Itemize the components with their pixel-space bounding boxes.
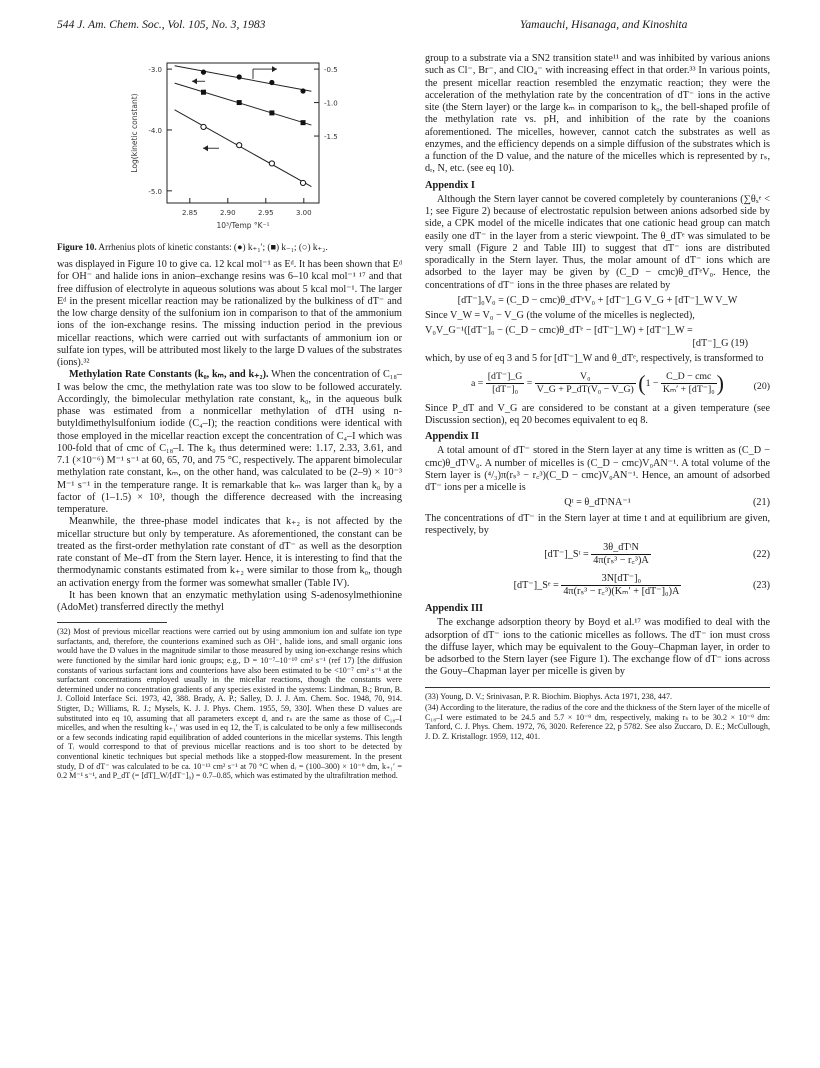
left-paragraph-2: When the concentration of C₁₈–I was below the cmc, the methylation rate was too slow to be followed accurately. Accordingly, the bimolecular methylation rate constant, k₀, in the aqueous bulk phase was estimated from a nonmicellar methylation of dTH using n-butyldimethylsulfonium iodide (C₄–I); the reaction conditions were identical with those employed in the micellar reaction except the concentration of C₄–I which was 100-fold that of cmc of C₁₈–I. The k₀ thus determined were: 1.17, 2.33, 3.61, and 7.1 (×10⁻⁶) M⁻¹ s⁻¹ at 60, 65, 70, and 75 °C, respectively. The apparent bimolecular methylation rate constant, kₘ, on the other hand, was calculated to be (2–9) × 10⁻³ M⁻¹ s⁻¹ in the temperature range. It is remarkable that kₘ was larger than k₀ by a factor of (1–1.5) × 10³, though the difference decreased with the increasing temperature. xyxy=(57,369,402,515)
appendix-3-paragraph: The exchange adsorption theory by Boyd et al.¹⁷ was modified to deal with the adsorption of dT⁻ ions to the cationic micelles as follows. The dT⁻ ion must cross the diffuse layer, which may be equivalent to the Gouy–Chapman layer, in order to be adsorbed to the Stern layer (see Figure 1). The exchange flow of dT⁻ ions across the Gouy–Chapman layer per micelle is given by xyxy=(425,617,770,678)
running-header-left: 544 J. Am. Chem. Soc., Vol. 105, No. 3, 1983 xyxy=(57,18,266,31)
figure-10 xyxy=(57,53,402,238)
appendix-3-title: Appendix III xyxy=(425,603,484,614)
eq19-line2: [dT⁻]_G xyxy=(692,337,729,349)
since-paragraph: Since V_W = V₀ − V_G (the volume of the micelles is neglected), xyxy=(425,310,695,321)
eq20-num3: C_D − cmc xyxy=(661,371,717,384)
y-tick-label-right: -0.5 xyxy=(324,66,338,75)
equation-20: a = $\frac{[dT^-]\_G}{\text{[dT⁻]₀}}$ = $\frac{\text{V₀}}{\text{V\_G + P\_dT(V₀ − V\_G)}}$ (1 − $\frac{\text{C\_D − cmc}}{\text{Kₘ′ + [dT⁻]₀}}$ ) (20) xyxy=(471,370,770,396)
footnote-32: (32) Most of previous micellar reactions were carried out by using ammonium ion and sulfate ion type surfactants, and, therefore, the counterions examined such as OH⁻, halide ions, and small organic ions would have the D values in the magnitude similar to those measured by using ion-exchange resins which were functioned by the similar hard ionic groups; e.g., D = 10⁻⁷–10⁻¹⁰ cm² s⁻¹ (ref 17) [the diffusion constants of various surfactant ions and counterions have also been estimated to be <10⁻⁷ cm² s⁻¹ at the surfactant concentrations employed usually in the micellar reactions, though the constants were determined under no concentration gradients of any species existed in the systems: Lindman, B.; Brun, B. J. Colloid Interface Sci. 1973, 42, 388. Brady, A. P.; Salley, D. J. J. Am. Chem. Soc. 1948, 70, 914. Stigter, D.; Williams, R. J.; Mysels, K. J. J. Phys. Chem. 1955, 59, 330]. When these D values are substituted into eq 10, assuming that all parameters except d, and rₛ are the same as those of C₁₈–I micelles, and when the resulting k₊₁′ was used in eq 12, the Tᵢ is calculated to be only a few milliseconds or a few seconds indicating rapid equilibration of added counterions in the micellar systems. This length of Tᵢ would correspond to that of previous micellar reactions and is too short to be detected by conventional kinetic techniques but special methods like a stopped-flow measurement. In the present study, D of dT⁻ was calculated to be ca. 10⁻¹³ cm² s⁻¹ at 70 °C when dᵣ = (100–300) × 10⁻⁹ dm, k₊₁′ = 0.2 M⁻¹ s⁻¹, and P_dT (= [dT]_W/[dT⁻]₀) = 0.7–0.85, which was estimated by the ultrafiltration method. xyxy=(57,627,402,781)
right-paragraph-1: group to a substrate via a SN2 transition state¹¹ and was inhibited by various anions such as Cl⁻, Br⁻, and ClO₄⁻ with increasing effect in that order.³³ In various points, the present micellar reaction resembled the enzymatic reaction; they were the acceleration of the methylation rate by the concentration of dT⁻ ions in the active site (the Stern layer) or the large kₘ in comparison to k₀, the bell-shaped profile of the methylation rate vs. pH, and inhibition of the rate by the coanions aforementioned. The micelles, however, cannot catch the substrates as well as enzymes, and the efficiency depends on a simple diffusion of the substrates which is a function of the D value, and the nature of the micelles which is represented by rₛ, dᵣ, N, etc. (see eq 10). xyxy=(425,53,770,175)
y-tick-label-left: -5.0 xyxy=(148,187,162,196)
eq20-den3: Kₘ′ + [dT⁻]₀ xyxy=(662,384,715,396)
caption-text: Arrhenius plots of kinetic constants: (●) k₊₁′; (■) k₋₁; (○) k₊₂. xyxy=(96,242,328,252)
appendix-1-paragraph: Although the Stern layer cannot be covered completely by counteranions (∑θₓᵉ < 1; see Figure 2) because of electrostatic repulsion between anions adsorbed side by side, a CPK model of the micelle indicates that one cationic head group can match easily one dT⁻ in the layer from a steric viewpoint. The θ_dTᵉ was simulated to be very small (Figure 2 and Table III) to suggest that dT⁻ ions are distributed sporadically in the Stern layer. Thus, the molar amount of dT⁻ ions which are adsorbed to the layer may be given by (C_D − cmc)θ_dTᵉV₀. Hence, the concentrations of dT⁻ ions in the three phases are related by xyxy=(425,193,770,291)
point-open-circle xyxy=(237,143,242,148)
fit-line-series-0 xyxy=(175,66,312,92)
x-axis-label: 10³/Temp °K⁻¹ xyxy=(216,221,270,230)
arrow-left-axis-2-head xyxy=(203,145,208,151)
point-filled-square xyxy=(269,110,274,115)
equation-23 xyxy=(425,573,770,599)
footnote-33: (33) Young, D. V.; Srinivasan, P. R. Biochim. Biophys. Acta 1971, 238, 447. xyxy=(425,691,673,701)
y-tick-label-left: -3.0 xyxy=(148,66,162,75)
eq20-den1: [dT⁻]₀ xyxy=(492,384,519,396)
eq23-num: 3N[dT⁻]₀ xyxy=(561,573,681,586)
appendix-2-paragraph: A total amount of dT⁻ stored in the Stern layer at any time is written as (C_D − cmc)θ_dTᵗV₀. A number of micelles is (C_D − cmc)V₀AN⁻¹. A total volume of the Stern layer is (⁴/₃)π(rₛ³ − r꜀³)(C_D − cmc)V₀AN⁻¹. Hence, an amount of adsorbed dT⁻ ions per a micelle is xyxy=(425,445,770,493)
eq22-number: (22) xyxy=(753,549,770,560)
point-filled-circle xyxy=(237,74,242,79)
fit-line-series-2 xyxy=(175,110,312,187)
eq23-lhs: [dT⁻]_Sᵉ = xyxy=(513,579,559,591)
x-tick-label: 3.00 xyxy=(296,209,312,217)
eq21-body: Qᵗ = θ_dTᵗNA⁻¹ xyxy=(564,497,631,509)
arrow-right-axis-head xyxy=(272,66,277,72)
eq22-den: 4π(rₛ³ − r꜀³)A xyxy=(593,555,649,567)
figure-caption xyxy=(57,242,402,253)
point-open-circle xyxy=(269,161,274,166)
eq20-den2: V_G + P_dT(V₀ − V_G) xyxy=(536,384,634,396)
caption-label: Figure 10. xyxy=(57,242,97,252)
arrow-left-axis-1-head xyxy=(192,78,197,84)
left-column xyxy=(57,53,402,783)
plot-frame xyxy=(167,63,319,203)
x-tick-label: 2.85 xyxy=(182,209,198,217)
eq22-lhs: [dT⁻]_Sᵗ = xyxy=(544,549,589,561)
eq20-num2: V₀ xyxy=(535,371,636,384)
equation-dt-balance: [dT⁻]₀V₀ = (C_D − cmc)θ_dTᵉV₀ + [dT⁻]_G V_G + [dT⁻]_W V_W xyxy=(457,294,738,306)
equation-21 xyxy=(425,497,770,509)
point-filled-square xyxy=(201,90,206,95)
since-paragraph-2: Since P_dT and V_G are considered to be constant at a given temperature (see Discussion section), eq 20 becomes equivalent to eq 8. xyxy=(425,402,770,426)
left-paragraph-1: was displayed in Figure 10 to give ca. 12 kcal mol⁻¹ as Eᵈ. It has been shown that Eᵈ for OH⁻ and halide ions in anion–exchange resins was 6–10 kcal mol⁻¹ ¹⁷ and that free diffusion of electrolyte in aqueous solutions was about 5 kcal mol⁻¹. The larger Eᵈ in the present micellar reaction may be rationalized by the bulkiness of dT⁻ and the low charge density of the sulfonium ion in comparison to that of the ammonium ions of the ion-exchange resins. The missing induction period in the previous micellar reactions, which were carried out with surfactants of ammonium ion or sulfate ion types, will be attributed most likely to the large D values of the substrates (ions).³² xyxy=(57,259,402,368)
equation-22 xyxy=(425,542,770,568)
which-paragraph: which, by use of eq 3 and 5 for [dT⁻]_W and θ_dTᵉ, respectively, is transformed to xyxy=(425,352,764,364)
point-filled-square xyxy=(237,100,242,105)
appendix-2-title: Appendix II xyxy=(425,431,479,442)
right-column xyxy=(425,53,770,743)
footnote-rule xyxy=(57,622,167,623)
left-paragraph-3: Meanwhile, the three-phase model indicates that k₊₂ is not affected by the micellar structure but only by temperature. As aforementioned, the constant can be treated as the first-order methylation rate constant of dT⁻ as well as the desorption rate constant of Me–dT from the Stern layer. Hence, it is interesting to find that the thermodynamic constants estimated from k₊₂ were similar to those from k₀, though an activation energy from the former was somewhat smaller (Table IV). xyxy=(57,516,402,589)
eq22-num: 3θ_dTᵗN xyxy=(591,542,650,555)
y-tick-label-right: -1.0 xyxy=(324,99,338,108)
point-filled-circle xyxy=(201,70,206,75)
eq19-line1: V₀V_G⁻¹([dT⁻]₀ − (C_D − cmc)θ_dTᵉ − [dT⁻]_W) + [dT⁻]_W = xyxy=(425,325,693,337)
footnote-rule-right xyxy=(425,687,770,688)
equation-19 xyxy=(425,325,770,350)
eq21-number: (21) xyxy=(753,497,770,509)
point-open-circle xyxy=(300,180,305,185)
point-filled-square xyxy=(301,120,306,125)
section-heading-methylation: Methylation Rate Constants (k₀, kₘ, and k₊₂). xyxy=(69,369,269,381)
fit-line-series-1 xyxy=(175,83,312,125)
point-open-circle xyxy=(201,124,206,129)
appendix-1-title: Appendix I xyxy=(425,179,475,191)
eq20-a: a = xyxy=(471,378,484,389)
y-tick-label-left: -4.0 xyxy=(148,126,162,135)
eq20-number: (20) xyxy=(753,381,770,392)
footnote-34: (34) According to the literature, the radius of the core and the thickness of the Stern layer of the micelle of C₁₈–I were estimated to be 24.5 and 5.7 × 10⁻⁹ dm, respectively, making rₛ to be 30.2 × 10⁻⁹ dm: Tanford, C. J. Phys. Chem. 1972, 76, 3020. Reference 22, p 5782. See also Zuccaro, D. E.; McCullough, J. D. Z. Kristallogr. 1959, 112, 401. xyxy=(425,703,770,741)
eq23-number: (23) xyxy=(753,579,770,591)
running-header-right: Yamauchi, Hisanaga, and Kinoshita xyxy=(520,18,688,31)
x-tick-label: 2.90 xyxy=(220,209,236,217)
concentration-paragraph: The concentrations of dT⁻ in the Stern layer at time t and at equilibrium are given, respectively, by xyxy=(425,512,770,536)
arrhenius-chart xyxy=(57,53,402,238)
eq19-number: (19) xyxy=(731,337,748,349)
eq20-num1: [dT⁻]_G xyxy=(486,371,525,384)
eq20-mid: 1 − xyxy=(645,378,659,389)
left-paragraph-4: It has been known that an enzymatic methylation using S-adenosylmethionine (AdoMet) transferred directly the methyl xyxy=(57,589,402,613)
point-filled-circle xyxy=(300,88,305,93)
x-tick-label: 2.95 xyxy=(258,209,274,217)
eq23-den: 4π(rₛ³ − r꜀³)(Kₘ′ + [dT⁻]₀)A xyxy=(563,585,680,597)
y-tick-label-right: -1.5 xyxy=(324,133,338,142)
point-filled-circle xyxy=(269,80,274,85)
y-axis-label: Log(kinetic constant) xyxy=(130,93,139,173)
